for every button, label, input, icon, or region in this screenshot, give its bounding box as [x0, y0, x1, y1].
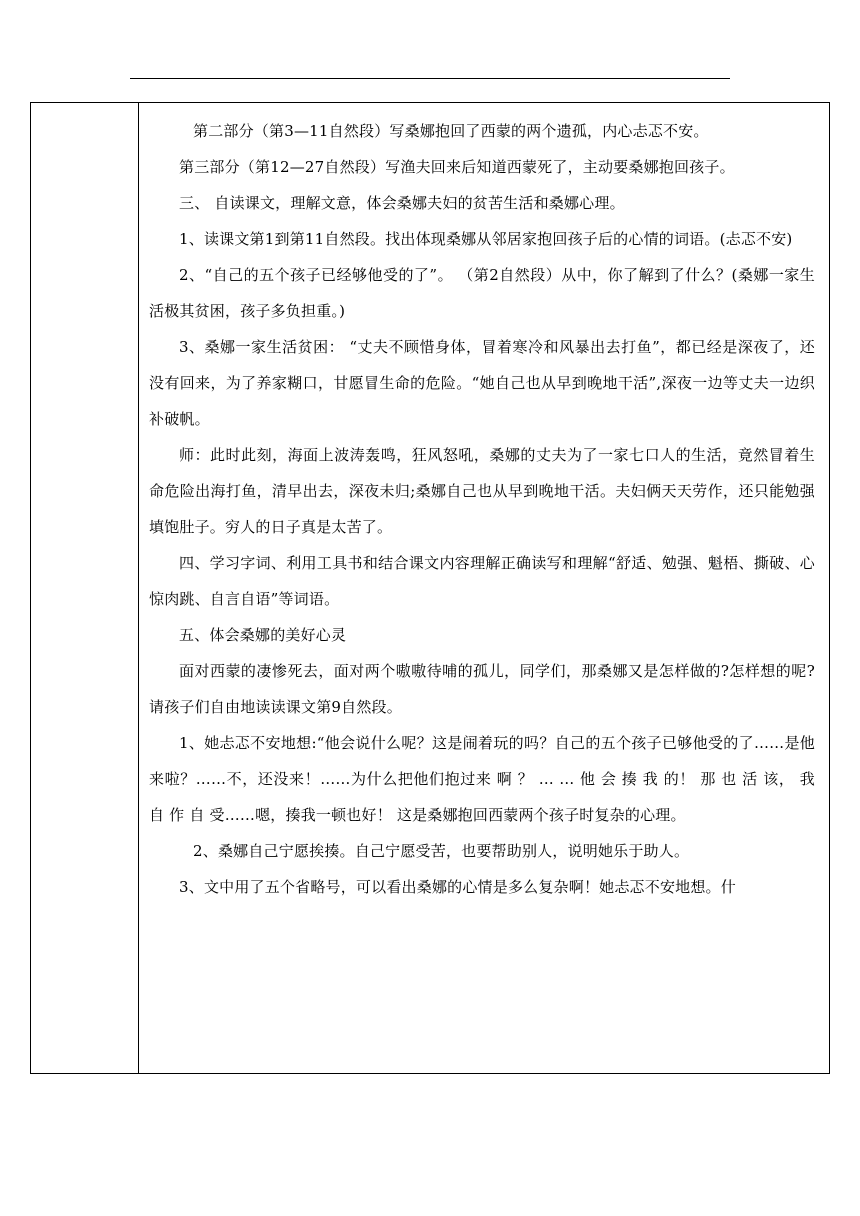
paragraph-teacher: 师：此时此刻，海面上波涛轰鸣，狂风怒吼，桑娜的丈夫为了一家七口人的生活，竟然冒着生命危险出海打鱼，清早出去，深夜未归;桑娜自己也从早到晚地干活。夫妇俩天天劳作，还只能勉强填饱肚子。穷人的日子真是太苦了。 [149, 446, 815, 536]
paragraph-section-four: 四、学习字词、利用工具书和结合课文内容理解正确读写和理解“舒适、勉强、魁梧、撕破、心惊肉跳、自言自语”等词语。 [149, 554, 815, 608]
paragraph-intro: 面对西蒙的凄惨死去，面对两个嗷嗷待哺的孤儿，同学们，那桑娜又是怎样做的?怎样想的呢?请孩子们自由地读读课文第9自然段。 [149, 662, 815, 716]
paragraph-point-1: 1、她忐忑不安地想:“他会说什么呢？这是闹着玩的吗？自己的五个孩子已够他受的了……是他来啦？……不，还没来！……为什么把他们抱过来 啊 ？ … … 他 会 揍 我 的！ 那 也 活 该， 我 自 作 自 受……嗯，揍我一顿也好！ 这是桑娜抱回西蒙两个孩子时复杂的心理。 [149, 734, 815, 824]
lesson-table [30, 102, 830, 1074]
header-rule [130, 78, 730, 79]
paragraph-part-two: 第二部分（第3—11自然段）写桑娜抱回了西蒙的两个遗孤，内心忐忑不安。 [193, 122, 709, 140]
paragraph-section-three: 三、 自读课文，理解文意，体会桑娜夫妇的贫苦生活和桑娜心理。 [179, 194, 625, 212]
paragraph-section-five: 五、体会桑娜的美好心灵 [179, 626, 347, 644]
label-column [31, 103, 139, 1073]
paragraph-item-1: 1、读课文第1到第11自然段。找出体现桑娜从邻居家抱回孩子后的心情的词语。(忐忑不安) [179, 230, 793, 248]
paragraph-item-3: 3、桑娜一家生活贫困： “丈夫不顾惜身体，冒着寒冷和风暴出去打鱼”，都已经是深夜了，还没有回来，为了养家糊口，甘愿冒生命的危险。“她自己也从早到晚地干活”,深夜一边等丈夫一边织补破帆。 [149, 338, 815, 428]
paragraph-item-2: 2、“自己的五个孩子已经够他受的了”。 （第2自然段）从中，你了解到了什么？(桑娜一家生活极其贫困，孩子多负担重。) [149, 266, 815, 320]
paragraph-point-3: 3、文中用了五个省略号，可以看出桑娜的心情是多么复杂啊！她忐忑不安地想。什 [179, 878, 736, 896]
content-column [139, 103, 829, 1073]
paragraph-point-2: 2、桑娜自己宁愿挨揍。自己宁愿受苦，也要帮助别人，说明她乐于助人。 [193, 842, 690, 860]
paragraph-part-three: 第三部分（第12—27自然段）写渔夫回来后知道西蒙死了，主动要桑娜抱回孩子。 [179, 158, 735, 176]
